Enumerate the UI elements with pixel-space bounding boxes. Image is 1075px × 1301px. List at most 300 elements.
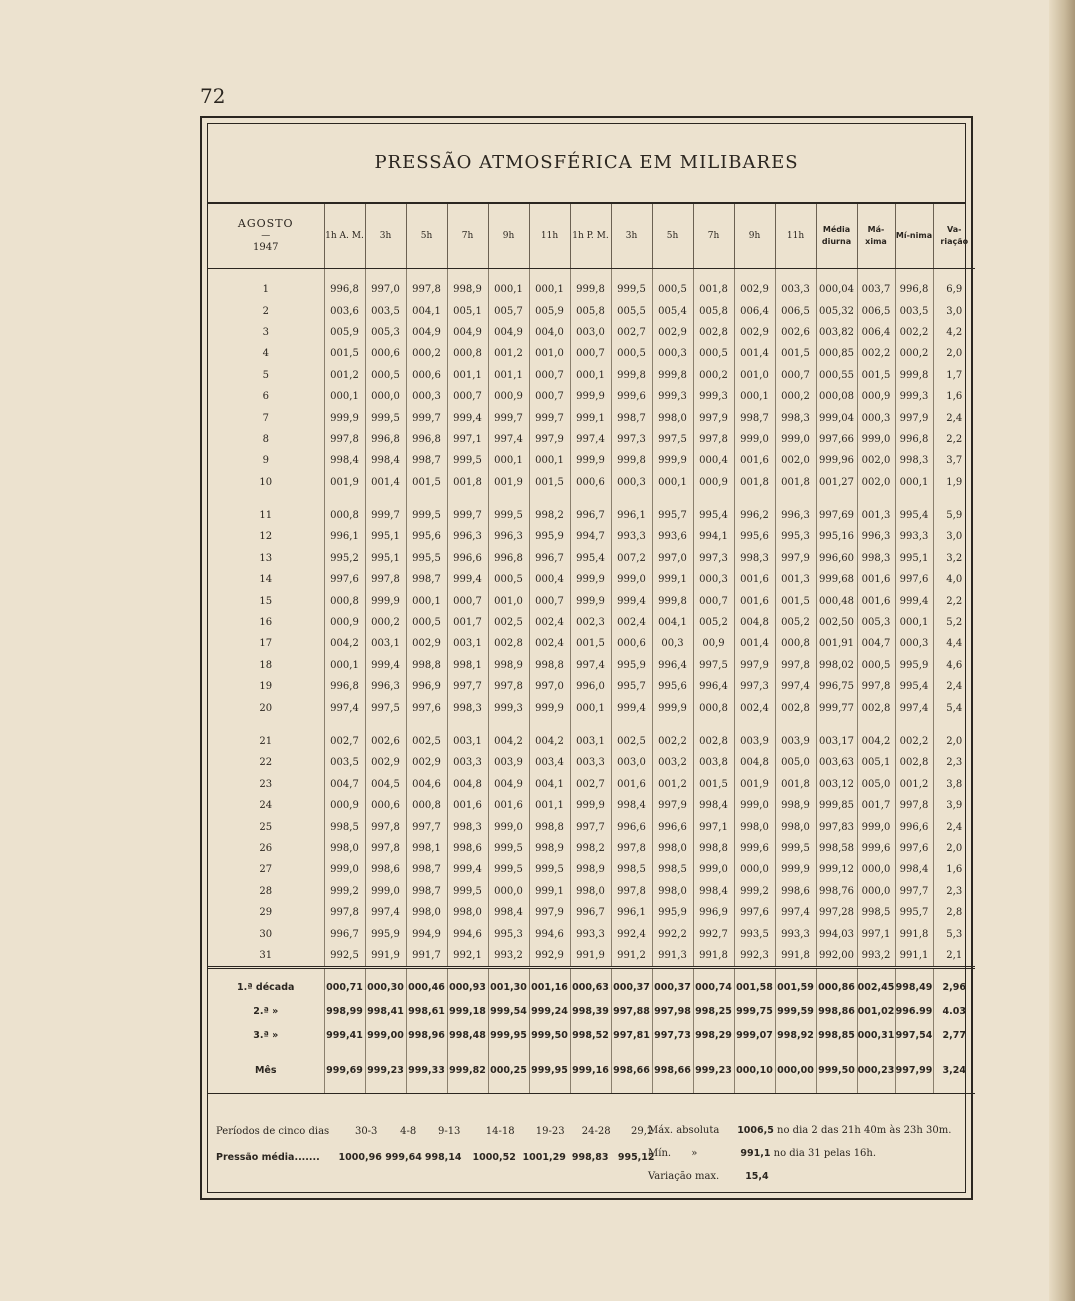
value-cell: 999,9: [324, 407, 365, 428]
value-cell: 996,3: [857, 526, 895, 547]
value-cell: 001,9: [324, 472, 365, 493]
value-cell: 000,4: [529, 569, 570, 590]
value-cell: 002,9: [652, 322, 693, 343]
value-cell: 005,4: [652, 300, 693, 321]
value-cell: 2,4: [946, 412, 963, 424]
value-cell: 2,3: [946, 885, 963, 897]
value-cell: 000,2: [406, 343, 447, 364]
value-cell: 999,1: [652, 569, 693, 590]
period-value: 19-23: [535, 1126, 565, 1137]
value-cell: 000,5: [488, 569, 529, 590]
value-cell: 996,7: [529, 548, 570, 569]
value-cell: 997,1: [693, 816, 734, 837]
value-cell: 006,5: [775, 300, 816, 321]
value-cell: 998,25: [693, 999, 734, 1023]
value-cell: 003,2: [652, 752, 693, 773]
decade-summary-row: [208, 968, 975, 1000]
value-cell: 999,8: [570, 269, 611, 301]
value-cell: 000,04: [816, 269, 857, 301]
value-cell: 3,9: [946, 800, 963, 812]
value-cell: 001,8: [734, 472, 775, 493]
min-label: Mín.: [648, 1148, 672, 1159]
value-cell: 995,4: [570, 548, 611, 569]
value-cell: 999,5: [447, 450, 488, 471]
value-cell: 001,6: [734, 450, 775, 471]
value-cell: 001,7: [857, 795, 895, 816]
periods-values: [341, 1126, 665, 1137]
value-cell: 999,4: [611, 697, 652, 718]
col-header-variation: Va-riação: [933, 204, 975, 269]
table-row: [208, 945, 975, 968]
value-cell: 2,2: [946, 433, 963, 445]
value-cell: 003,82: [816, 322, 857, 343]
value-cell: 001,2: [488, 343, 529, 364]
value-cell: 999,9: [529, 697, 570, 718]
table-row: [208, 676, 975, 697]
value-cell: 004,0: [529, 322, 570, 343]
value-cell: 997,88: [611, 999, 652, 1023]
value-cell: 004,9: [488, 322, 529, 343]
value-cell: 004,9: [406, 322, 447, 343]
value-cell: 002,5: [406, 731, 447, 752]
value-cell: 993,5: [734, 923, 775, 944]
value-cell: 001,7: [447, 612, 488, 633]
summary-label: 3.ª »: [208, 1023, 324, 1047]
value-cell: 995,9: [895, 655, 933, 676]
value-cell: 001,6: [488, 795, 529, 816]
value-cell: 993,3: [611, 526, 652, 547]
col-header: 5h: [406, 204, 447, 269]
value-cell: 996,3: [447, 526, 488, 547]
value-cell: 000,63: [570, 968, 611, 1000]
value-cell: 998,4: [693, 881, 734, 902]
value-cell: 999,82: [447, 1047, 488, 1094]
value-cell: 999,8: [652, 365, 693, 386]
value-cell: 996,6: [895, 816, 933, 837]
value-cell: 002,8: [857, 697, 895, 718]
value-cell: 3,24: [933, 1047, 975, 1094]
value-cell: 998,61: [406, 999, 447, 1023]
value-cell: 998,0: [652, 881, 693, 902]
value-cell: 000,93: [447, 968, 488, 1000]
value-cell: 997,5: [365, 697, 406, 718]
value-cell: 996,8: [895, 429, 933, 450]
day-cell: 25: [208, 816, 324, 837]
table-row: [208, 881, 975, 902]
day-cell: 23: [208, 774, 324, 795]
value-cell: 994,03: [816, 923, 857, 944]
mean-value: 1000,52: [472, 1152, 516, 1163]
value-cell: 997,4: [775, 902, 816, 923]
value-cell: 995,1: [895, 548, 933, 569]
value-cell: 997,3: [693, 548, 734, 569]
value-cell: 998,3: [447, 697, 488, 718]
value-cell: 000,10: [734, 1047, 775, 1094]
value-cell: 994,1: [693, 526, 734, 547]
value-cell: 992,00: [816, 945, 857, 968]
value-cell: 993,6: [652, 526, 693, 547]
value-cell: 002,5: [488, 612, 529, 633]
day-cell: 9: [208, 450, 324, 471]
value-cell: 000,00: [775, 1047, 816, 1094]
value-cell: 997,6: [895, 838, 933, 859]
value-cell: 997,69: [816, 505, 857, 526]
value-cell: 001,6: [447, 795, 488, 816]
value-cell: 5,9: [946, 510, 963, 522]
value-cell: 996,6: [652, 816, 693, 837]
value-cell: 999,95: [529, 1047, 570, 1094]
value-cell: 998,39: [570, 999, 611, 1023]
value-cell: 999,2: [324, 881, 365, 902]
value-cell: 005,3: [857, 612, 895, 633]
variation-value: 15,4: [745, 1171, 769, 1182]
value-cell: 999,5: [365, 407, 406, 428]
value-cell: 998,4: [611, 795, 652, 816]
value-cell: 997,8: [324, 902, 365, 923]
value-cell: 001,1: [447, 365, 488, 386]
value-cell: 004,2: [529, 731, 570, 752]
value-cell: 999,0: [611, 569, 652, 590]
value-cell: 003,5: [324, 752, 365, 773]
value-cell: 002,3: [570, 612, 611, 633]
value-cell: 999,0: [365, 881, 406, 902]
value-cell: 000,5: [611, 343, 652, 364]
value-cell: 998,8: [529, 816, 570, 837]
value-cell: 001,27: [816, 472, 857, 493]
summary-label: Mês: [208, 1047, 324, 1094]
month-dash: —: [261, 231, 271, 241]
value-cell: 000,08: [816, 386, 857, 407]
value-cell: 991,1: [895, 945, 933, 968]
mean-value: 1000,96: [338, 1152, 382, 1163]
pressure-table: [208, 204, 975, 1094]
value-cell: 000,1: [488, 450, 529, 471]
value-cell: 997,0: [365, 269, 406, 301]
value-cell: 997,8: [324, 429, 365, 450]
value-cell: 4,0: [946, 574, 963, 586]
value-cell: 997,9: [529, 902, 570, 923]
value-cell: 000,6: [570, 472, 611, 493]
value-cell: 3,7: [946, 455, 963, 467]
value-cell: 996,3: [488, 526, 529, 547]
value-cell: 001,3: [775, 569, 816, 590]
value-cell: 999,9: [570, 569, 611, 590]
value-cell: 991,3: [652, 945, 693, 968]
value-cell: 996,8: [324, 269, 365, 301]
value-cell: 997,9: [734, 655, 775, 676]
value-cell: 004,7: [324, 774, 365, 795]
value-cell: 997,9: [693, 407, 734, 428]
value-cell: 995,7: [895, 902, 933, 923]
value-cell: 995,4: [693, 505, 734, 526]
col-header: 7h: [447, 204, 488, 269]
day-cell: 12: [208, 526, 324, 547]
table-body: [208, 269, 975, 1094]
value-cell: 999,4: [447, 407, 488, 428]
value-cell: 000,8: [324, 590, 365, 611]
table-row: [208, 902, 975, 923]
mean-values: [335, 1152, 659, 1163]
value-cell: 998,58: [816, 838, 857, 859]
mean-row: [216, 1152, 659, 1163]
spacer-row: [208, 719, 975, 731]
value-cell: 005,32: [816, 300, 857, 321]
col-header: 3h: [611, 204, 652, 269]
value-cell: 996,9: [693, 902, 734, 923]
table-row: [208, 365, 975, 386]
value-cell: 995,3: [775, 526, 816, 547]
value-cell: 999,5: [611, 269, 652, 301]
value-cell: 998,0: [324, 838, 365, 859]
value-cell: 000,6: [365, 343, 406, 364]
table-row: [208, 407, 975, 428]
value-cell: 999,4: [447, 569, 488, 590]
table-row: [208, 795, 975, 816]
table-row: [208, 450, 975, 471]
value-cell: 2,96: [933, 968, 975, 1000]
value-cell: 998,1: [406, 838, 447, 859]
value-cell: 996,7: [324, 923, 365, 944]
value-cell: 999,4: [365, 655, 406, 676]
value-cell: 002,8: [895, 752, 933, 773]
value-cell: 999,7: [488, 407, 529, 428]
value-cell: 997,4: [895, 697, 933, 718]
value-cell: 998,4: [488, 902, 529, 923]
table-inner-frame: [207, 123, 969, 1193]
value-cell: 000,74: [693, 968, 734, 1000]
value-cell: 001,4: [365, 472, 406, 493]
value-cell: 2,2: [946, 595, 963, 607]
spacer-row: [208, 493, 975, 505]
value-cell: 1,7: [946, 369, 963, 381]
col-header-mean: Média diurna: [816, 204, 857, 269]
value-cell: 996,8: [488, 548, 529, 569]
value-cell: 999,3: [488, 697, 529, 718]
month-summary-row: [208, 1047, 975, 1094]
value-cell: 001,2: [324, 365, 365, 386]
value-cell: 999,5: [488, 859, 529, 880]
table-row: [208, 322, 975, 343]
value-cell: 998,5: [857, 902, 895, 923]
value-cell: 998,0: [734, 816, 775, 837]
value-cell: 998,02: [816, 655, 857, 676]
value-cell: 000,1: [734, 386, 775, 407]
value-cell: 001,5: [857, 365, 895, 386]
value-cell: 999,50: [816, 1047, 857, 1094]
value-cell: 999,16: [570, 1047, 611, 1094]
value-cell: 001,9: [488, 472, 529, 493]
period-value: 29,2: [631, 1126, 654, 1137]
value-cell: 997,3: [611, 429, 652, 450]
value-cell: 000,2: [693, 365, 734, 386]
value-cell: 995,6: [652, 676, 693, 697]
table-row: [208, 752, 975, 773]
summary-label: 1.ª década: [208, 968, 324, 1000]
value-cell: 002,0: [775, 450, 816, 471]
value-cell: 002,9: [734, 269, 775, 301]
value-cell: 000,9: [324, 612, 365, 633]
value-cell: 001,6: [734, 569, 775, 590]
value-cell: 004,2: [324, 633, 365, 654]
value-cell: 999,8: [895, 365, 933, 386]
value-cell: 998,9: [447, 269, 488, 301]
value-cell: 000,7: [529, 386, 570, 407]
value-cell: 000,7: [570, 343, 611, 364]
value-cell: 995,5: [406, 548, 447, 569]
value-cell: 000,9: [693, 472, 734, 493]
day-cell: 24: [208, 795, 324, 816]
value-cell: 000,1: [324, 386, 365, 407]
value-cell: 995,2: [324, 548, 365, 569]
value-cell: 000,6: [365, 795, 406, 816]
value-cell: 000,5: [406, 612, 447, 633]
value-cell: 996,0: [570, 676, 611, 697]
value-cell: 997,3: [734, 676, 775, 697]
value-cell: 996,3: [775, 505, 816, 526]
value-cell: 997,4: [365, 902, 406, 923]
value-cell: 999,5: [529, 859, 570, 880]
value-cell: 000,55: [816, 365, 857, 386]
value-cell: 002,9: [365, 752, 406, 773]
value-cell: 998,5: [324, 816, 365, 837]
value-cell: 997,6: [406, 697, 447, 718]
col-header: 1h A. M.: [324, 204, 365, 269]
day-cell: 8: [208, 429, 324, 450]
value-cell: 000,3: [652, 343, 693, 364]
value-cell: 000,2: [365, 612, 406, 633]
value-cell: 000,1: [570, 365, 611, 386]
value-cell: 999,23: [365, 1047, 406, 1094]
table-row: [208, 429, 975, 450]
value-cell: 999,33: [406, 1047, 447, 1094]
value-cell: 004,8: [734, 612, 775, 633]
value-cell: 001,91: [816, 633, 857, 654]
value-cell: 998,66: [611, 1047, 652, 1094]
mean-value: 998,83: [571, 1152, 609, 1163]
value-cell: 000,0: [734, 859, 775, 880]
day-cell: 26: [208, 838, 324, 859]
value-cell: 001,0: [529, 343, 570, 364]
table-row: [208, 731, 975, 752]
value-cell: 004,5: [365, 774, 406, 795]
value-cell: 997,8: [488, 676, 529, 697]
value-cell: 997,4: [775, 676, 816, 697]
table-row: [208, 633, 975, 654]
value-cell: 000,5: [693, 343, 734, 364]
value-cell: 001,8: [775, 774, 816, 795]
value-cell: 002,50: [816, 612, 857, 633]
value-cell: 997,8: [857, 676, 895, 697]
periods-row: [216, 1126, 665, 1137]
value-cell: 004,8: [447, 774, 488, 795]
value-cell: 997,8: [775, 655, 816, 676]
book-gutter: [1049, 0, 1075, 1301]
value-cell: 000,30: [365, 968, 406, 1000]
value-cell: 001,02: [857, 999, 895, 1023]
value-cell: 997,8: [611, 881, 652, 902]
value-cell: 000,2: [895, 343, 933, 364]
value-cell: 005,2: [693, 612, 734, 633]
value-cell: 003,5: [365, 300, 406, 321]
value-cell: 999,9: [652, 697, 693, 718]
value-cell: 999,50: [529, 1023, 570, 1047]
value-cell: 003,0: [570, 322, 611, 343]
value-cell: 004,7: [857, 633, 895, 654]
table-frame: [200, 116, 973, 1200]
value-cell: 998,2: [529, 505, 570, 526]
value-cell: 003,3: [447, 752, 488, 773]
day-cell: 31: [208, 945, 324, 968]
day-cell: 3: [208, 322, 324, 343]
value-cell: 999,68: [816, 569, 857, 590]
value-cell: 997,4: [324, 697, 365, 718]
value-cell: 997,8: [365, 569, 406, 590]
table-row: [208, 590, 975, 611]
value-cell: 002,0: [857, 450, 895, 471]
value-cell: 999,9: [570, 450, 611, 471]
value-cell: 999,69: [324, 1047, 365, 1094]
value-cell: 999,8: [611, 450, 652, 471]
value-cell: 002,6: [365, 731, 406, 752]
day-cell: 22: [208, 752, 324, 773]
value-cell: 997,6: [734, 902, 775, 923]
value-cell: 000,31: [857, 1023, 895, 1047]
summary-label: 2.ª »: [208, 999, 324, 1023]
value-cell: 998,4: [693, 795, 734, 816]
value-cell: 995,3: [488, 923, 529, 944]
day-cell: 29: [208, 902, 324, 923]
value-cell: 000,9: [857, 386, 895, 407]
value-cell: 993,2: [488, 945, 529, 968]
max-text: no dia 2 das 21h 40m às 23h 30m.: [777, 1125, 952, 1136]
value-cell: 998,8: [693, 838, 734, 859]
day-cell: 16: [208, 612, 324, 633]
col-header: 5h: [652, 204, 693, 269]
value-cell: 997,28: [816, 902, 857, 923]
table-row: [208, 816, 975, 837]
value-cell: 992,3: [734, 945, 775, 968]
value-cell: 997,73: [652, 1023, 693, 1047]
value-cell: 003,4: [529, 752, 570, 773]
period-value: 14-18: [485, 1126, 515, 1137]
value-cell: 999,12: [816, 859, 857, 880]
table-row: [208, 505, 975, 526]
value-cell: 997,0: [529, 676, 570, 697]
value-cell: 996,4: [693, 676, 734, 697]
value-cell: 5,4: [946, 702, 963, 714]
value-cell: 4,6: [946, 659, 963, 671]
value-cell: 996,8: [365, 429, 406, 450]
value-cell: 000,7: [693, 590, 734, 611]
value-cell: 006,4: [734, 300, 775, 321]
min-text: no dia 31 pelas 16h.: [773, 1148, 877, 1159]
value-cell: 003,8: [693, 752, 734, 773]
value-cell: 995,1: [365, 526, 406, 547]
table-row: [208, 774, 975, 795]
decade-summary-row: [208, 999, 975, 1023]
value-cell: 994,6: [529, 923, 570, 944]
value-cell: 998,0: [652, 407, 693, 428]
col-header-max: Má-xima: [857, 204, 895, 269]
value-cell: 002,2: [652, 731, 693, 752]
value-cell: 995,9: [529, 526, 570, 547]
value-cell: 002,2: [895, 731, 933, 752]
value-cell: 2,77: [942, 1029, 966, 1041]
value-cell: 993,3: [775, 923, 816, 944]
value-cell: 000,3: [895, 633, 933, 654]
value-cell: 002,4: [529, 612, 570, 633]
value-cell: 996,6: [447, 548, 488, 569]
